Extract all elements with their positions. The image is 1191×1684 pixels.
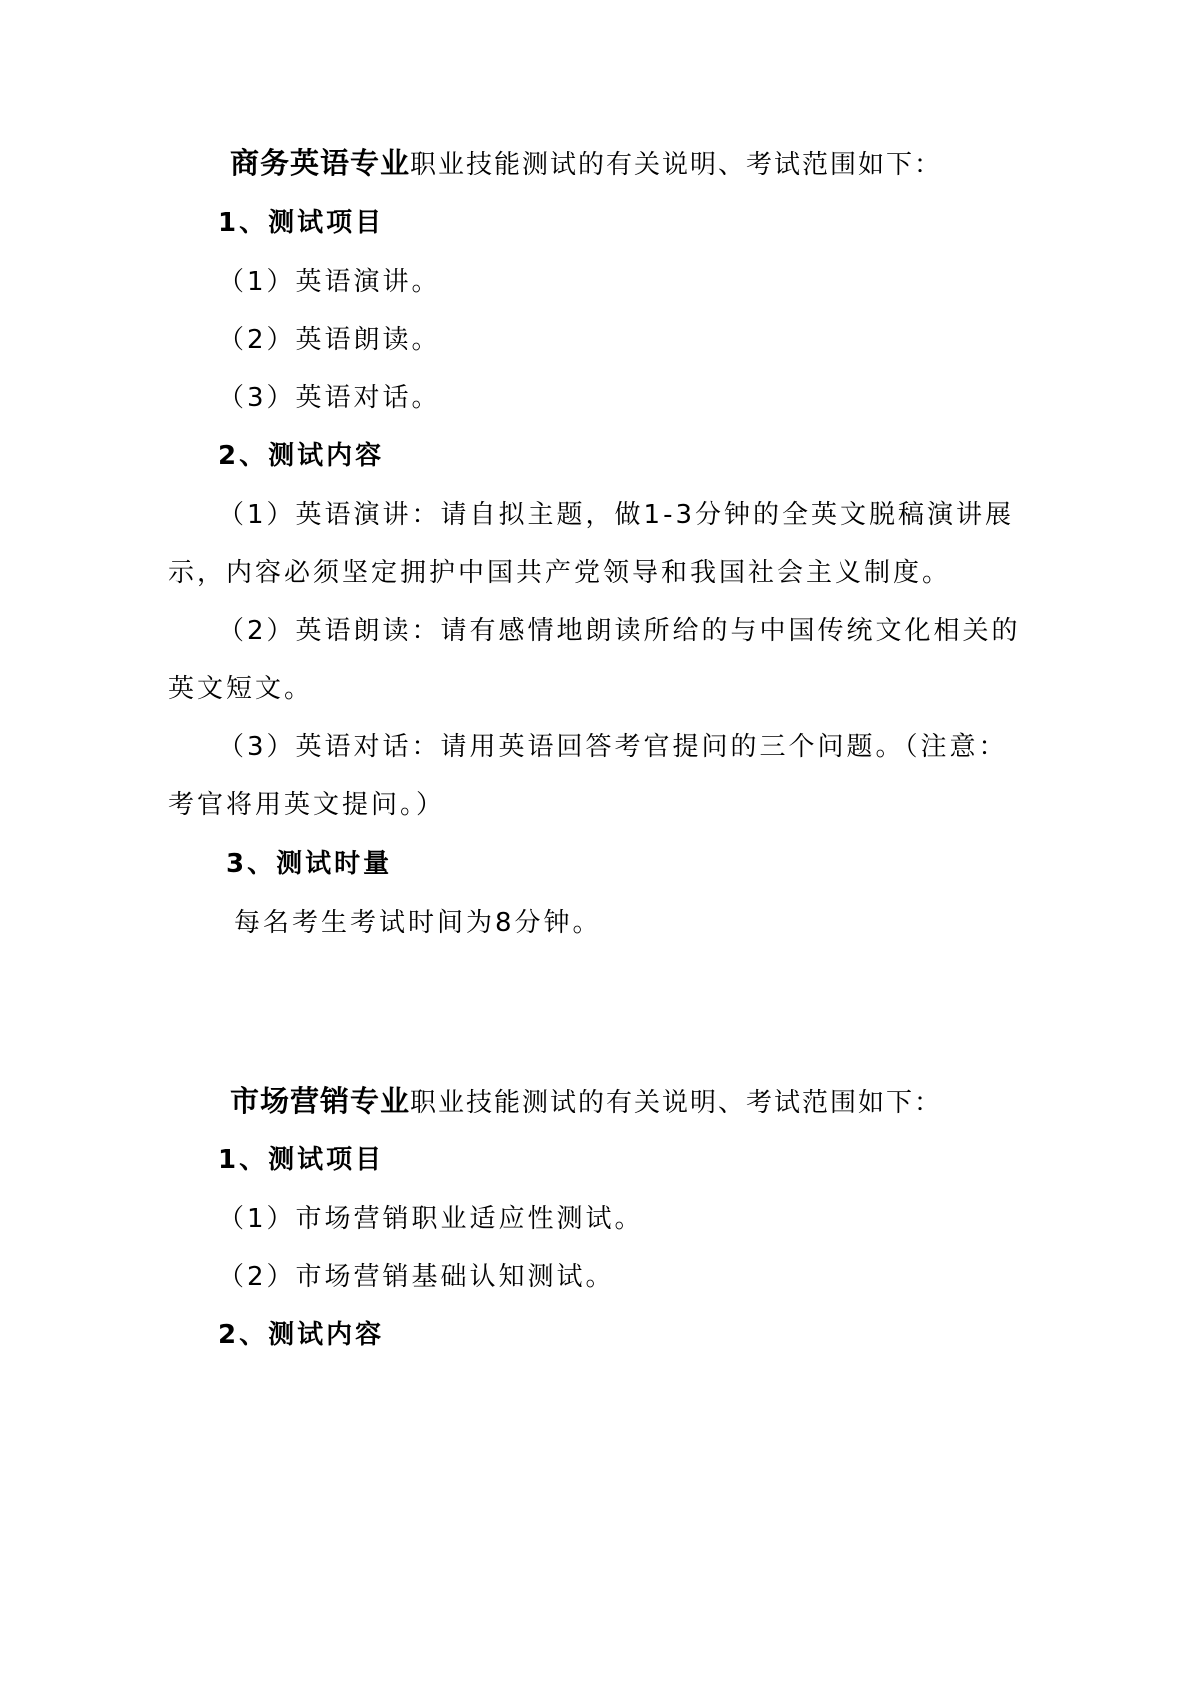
section1-item: （2）英语朗读。 bbox=[218, 325, 441, 355]
section1-content-line: （2）英语朗读：请有感情地朗读所给的与中国传统文化相关的 bbox=[218, 616, 1021, 646]
section1-test-items-heading: 1、测试项目 bbox=[218, 208, 385, 238]
section1-test-content-heading: 2、测试内容 bbox=[218, 441, 385, 471]
section1-time-text: 每名考生考试时间为8分钟。 bbox=[234, 908, 602, 938]
section2-item: （1）市场营销职业适应性测试。 bbox=[218, 1204, 644, 1234]
section1-test-duration-heading: 3、测试时量 bbox=[226, 849, 393, 879]
section2-major: 市场营销专业 bbox=[230, 1084, 411, 1118]
section1-major: 商务英语专业 bbox=[230, 146, 411, 180]
section2-item: （2）市场营销基础认知测试。 bbox=[218, 1262, 615, 1292]
section2-test-items-heading: 1、测试项目 bbox=[218, 1145, 385, 1175]
section2-heading-rest: 职业技能测试的有关说明、考试范围如下： bbox=[410, 1088, 943, 1118]
section1-item: （1）英语演讲。 bbox=[218, 267, 441, 297]
section1-content-line: （1）英语演讲：请自拟主题，做1-3分钟的全英文脱稿演讲展 bbox=[218, 500, 1015, 530]
section1-content-line: 示，内容必须坚定拥护中国共产党领导和我国社会主义制度。 bbox=[168, 558, 952, 588]
section1-item: （3）英语对话。 bbox=[218, 383, 441, 413]
section2-test-content-heading: 2、测试内容 bbox=[218, 1320, 385, 1350]
section1-heading bbox=[230, 146, 942, 182]
section1-content-line: 英文短文。 bbox=[168, 674, 314, 704]
section1-content-line: （3）英语对话：请用英语回答考官提问的三个问题。（注意： bbox=[218, 732, 1008, 762]
section2-heading bbox=[230, 1084, 942, 1120]
section1-heading-rest: 职业技能测试的有关说明、考试范围如下： bbox=[410, 150, 943, 180]
section1-content-line: 考官将用英文提问。） bbox=[168, 790, 446, 820]
